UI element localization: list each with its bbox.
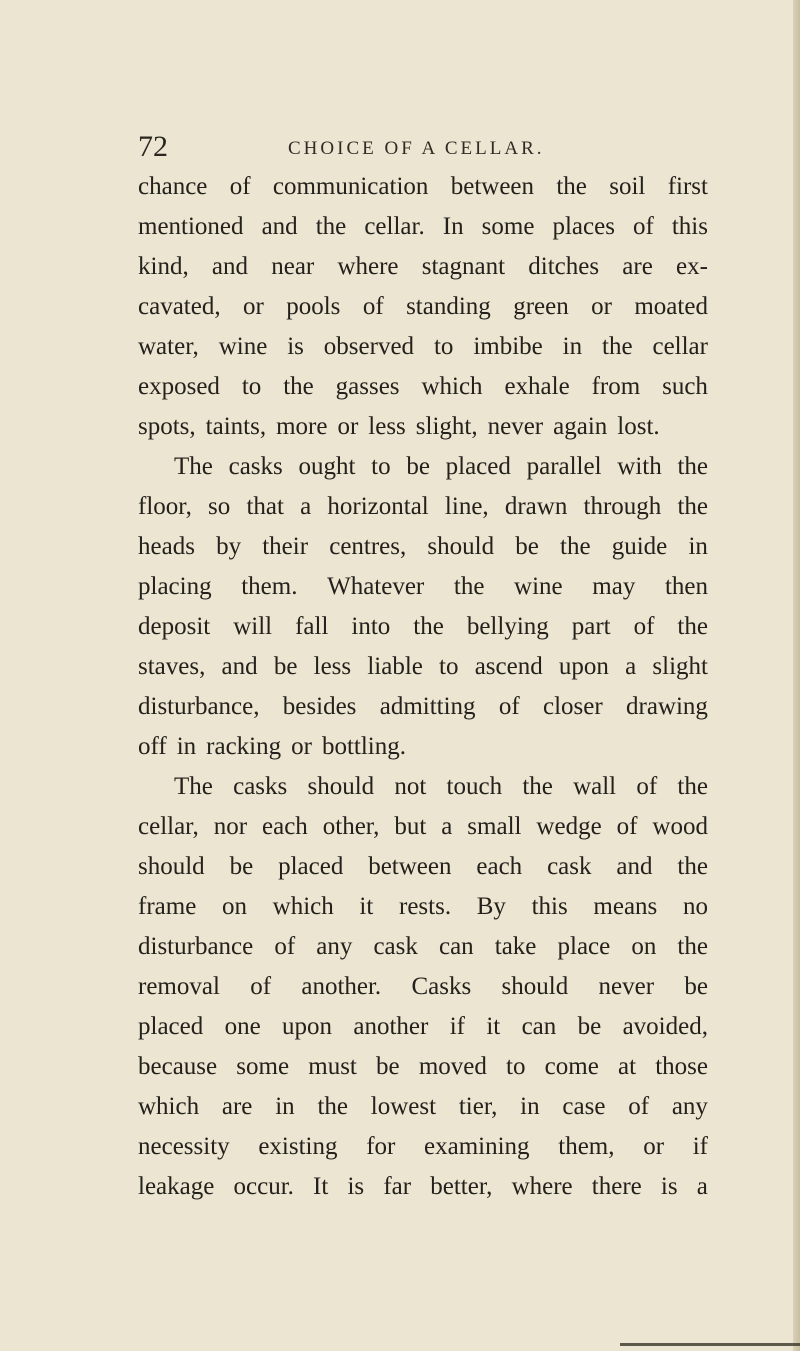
- word: by: [216, 533, 242, 560]
- word: if: [449, 1013, 465, 1040]
- word: standing: [406, 293, 491, 320]
- word: or: [643, 1133, 665, 1160]
- word: observed: [323, 333, 415, 360]
- word: imbibe: [473, 333, 543, 360]
- word: to: [439, 653, 459, 680]
- word: kind,: [138, 253, 189, 280]
- word: first: [667, 173, 708, 200]
- word: bellying: [466, 613, 549, 640]
- text-line: [138, 247, 708, 287]
- word: exhale: [504, 373, 570, 400]
- word: or: [291, 733, 312, 760]
- word: be: [515, 533, 539, 560]
- word: disturbance: [138, 933, 254, 960]
- word: By: [476, 893, 506, 920]
- word: is: [347, 1173, 365, 1200]
- word: come: [544, 1053, 599, 1080]
- word: part: [571, 613, 611, 640]
- word: to: [506, 1053, 526, 1080]
- word: case: [562, 1093, 606, 1120]
- word: to: [241, 373, 262, 400]
- word: a: [300, 493, 312, 520]
- word: cask: [373, 933, 418, 960]
- word: one: [224, 1013, 261, 1040]
- word: or: [591, 293, 612, 320]
- word: in: [176, 733, 197, 760]
- word: which: [421, 373, 483, 400]
- word: leakage: [138, 1173, 215, 1200]
- word: moved: [418, 1053, 487, 1080]
- word: of: [274, 933, 296, 960]
- word: ought: [298, 453, 356, 480]
- word: no: [682, 893, 708, 920]
- word: of: [632, 213, 654, 240]
- word: It: [313, 1173, 329, 1200]
- text-line: [138, 1167, 708, 1207]
- word: far: [383, 1173, 412, 1200]
- word: lowest: [370, 1093, 437, 1120]
- word: is: [660, 1173, 678, 1200]
- word: the: [317, 1093, 348, 1120]
- word: ex-: [676, 253, 708, 280]
- word: each: [262, 813, 308, 840]
- word: nor: [213, 813, 248, 840]
- word: can: [438, 933, 474, 960]
- word: means: [593, 893, 658, 920]
- text-line: [138, 607, 708, 647]
- word: the: [283, 373, 314, 400]
- word: the: [677, 933, 708, 960]
- word: wood: [652, 813, 708, 840]
- word: must: [308, 1053, 357, 1080]
- word: guide: [611, 533, 668, 560]
- text-line: [138, 1047, 708, 1087]
- word: in: [520, 1093, 540, 1120]
- word: from: [591, 373, 641, 400]
- word: at: [617, 1053, 637, 1080]
- word: are: [622, 253, 653, 280]
- word: more: [276, 413, 328, 440]
- word: another: [353, 1013, 429, 1040]
- word: is: [287, 333, 304, 360]
- word: on: [221, 893, 247, 920]
- text-line: [138, 367, 708, 407]
- word: in: [275, 1093, 295, 1120]
- word: examining: [424, 1133, 530, 1160]
- word: floor,: [138, 493, 192, 520]
- word: wall: [573, 773, 617, 800]
- word: avoided,: [622, 1013, 708, 1040]
- word: be: [376, 1053, 400, 1080]
- word: the: [677, 773, 708, 800]
- word: racking: [206, 733, 282, 760]
- word: cellar,: [138, 813, 199, 840]
- word: never: [598, 973, 655, 1000]
- word: of: [498, 693, 520, 720]
- text-line: [138, 327, 708, 367]
- word: where: [511, 1173, 573, 1200]
- word: bottling.: [321, 733, 406, 760]
- word: places: [552, 213, 615, 240]
- word: The: [174, 773, 213, 800]
- word: which: [272, 893, 334, 920]
- word: drawing: [626, 693, 708, 720]
- word: not: [394, 773, 427, 800]
- word: centres,: [329, 533, 407, 560]
- word: placed: [445, 453, 511, 480]
- word: parallel: [526, 453, 602, 480]
- word: then: [664, 573, 708, 600]
- word: less: [313, 653, 352, 680]
- word: because: [138, 1053, 218, 1080]
- word: communication: [272, 173, 429, 200]
- text-line: [138, 167, 708, 207]
- word: occur.: [233, 1173, 294, 1200]
- word: rests.: [399, 893, 452, 920]
- text-line: [138, 887, 708, 927]
- word: another.: [301, 973, 382, 1000]
- word: wine: [218, 333, 268, 360]
- word: line,: [444, 493, 489, 520]
- word: to: [433, 333, 454, 360]
- word: upon: [282, 1013, 333, 1040]
- word: removal: [138, 973, 220, 1000]
- word: tier,: [458, 1093, 498, 1120]
- word: some: [481, 213, 535, 240]
- word: off: [138, 733, 167, 760]
- text-line: [138, 647, 708, 687]
- text-line: [138, 287, 708, 327]
- word: cask: [547, 853, 592, 880]
- word: of: [229, 173, 251, 200]
- word: better,: [430, 1173, 493, 1200]
- text-line: [138, 727, 708, 767]
- word: the: [677, 613, 708, 640]
- word: for: [366, 1133, 396, 1160]
- word: ascend: [474, 653, 543, 680]
- word: between: [450, 173, 535, 200]
- word: be: [406, 453, 430, 480]
- word: In: [442, 213, 464, 240]
- word: soil: [609, 173, 646, 200]
- word: to: [371, 453, 391, 480]
- page-number: 72: [138, 130, 168, 163]
- text-line: [138, 1087, 708, 1127]
- word: a: [696, 1173, 708, 1200]
- text-line: [138, 207, 708, 247]
- word: each: [476, 853, 523, 880]
- word: again: [553, 413, 608, 440]
- word: placed: [278, 853, 344, 880]
- word: closer: [543, 693, 603, 720]
- word: the: [413, 613, 444, 640]
- word: green: [513, 293, 569, 320]
- word: the: [677, 853, 708, 880]
- word: existing: [258, 1133, 338, 1160]
- word: Whatever: [327, 573, 425, 600]
- text-line: [138, 1007, 708, 1047]
- word: the: [556, 173, 587, 200]
- word: them.: [241, 573, 298, 600]
- word: should: [501, 973, 569, 1000]
- word: a: [441, 813, 453, 840]
- word: mentioned: [138, 213, 244, 240]
- text-line: [138, 967, 708, 1007]
- body-text: [138, 167, 708, 1207]
- word: which: [138, 1093, 200, 1120]
- word: necessity: [138, 1133, 230, 1160]
- word: where: [337, 253, 399, 280]
- word: stagnant: [421, 253, 506, 280]
- word: should: [427, 533, 495, 560]
- word: there: [591, 1173, 642, 1200]
- word: of: [628, 1093, 650, 1120]
- word: ditches: [528, 253, 600, 280]
- word: this: [531, 893, 568, 920]
- word: taints,: [205, 413, 267, 440]
- word: moated: [634, 293, 708, 320]
- word: slight: [652, 653, 708, 680]
- word: admitting: [379, 693, 476, 720]
- text-line: [138, 567, 708, 607]
- word: and: [616, 853, 653, 880]
- word: spots,: [138, 413, 196, 440]
- word: and: [221, 653, 258, 680]
- word: Casks: [411, 973, 472, 1000]
- text-line: [138, 527, 708, 567]
- word: those: [655, 1053, 708, 1080]
- word: disturbance,: [138, 693, 260, 720]
- text-line: [138, 927, 708, 967]
- text-line: [138, 807, 708, 847]
- word: cavated,: [138, 293, 221, 320]
- word: are: [221, 1093, 253, 1120]
- page-edge: [793, 0, 800, 1351]
- word: frame: [138, 893, 197, 920]
- word: small: [467, 813, 522, 840]
- word: that: [246, 493, 284, 520]
- word: wine: [514, 573, 563, 600]
- word: horizontal: [327, 493, 429, 520]
- word: never: [487, 413, 544, 440]
- word: of: [616, 813, 638, 840]
- word: cellar.: [364, 213, 425, 240]
- word: touch: [446, 773, 503, 800]
- text-line: [138, 407, 708, 447]
- word: near: [271, 253, 315, 280]
- word: their: [262, 533, 309, 560]
- word: take: [494, 933, 537, 960]
- word: of: [633, 613, 655, 640]
- word: the: [677, 453, 708, 480]
- word: between: [368, 853, 452, 880]
- word: this: [671, 213, 708, 240]
- word: any: [671, 1093, 708, 1120]
- word: cellar: [652, 333, 708, 360]
- word: should: [138, 853, 205, 880]
- text-line: [138, 687, 708, 727]
- word: should: [307, 773, 375, 800]
- word: and: [261, 213, 298, 240]
- word: the: [560, 533, 591, 560]
- running-head: [138, 132, 738, 166]
- word: such: [662, 373, 708, 400]
- word: besides: [282, 693, 357, 720]
- word: the: [453, 573, 485, 600]
- word: with: [617, 453, 662, 480]
- text-line: [138, 447, 708, 487]
- word: lost.: [617, 413, 660, 440]
- word: fall: [295, 613, 329, 640]
- word: other,: [322, 813, 380, 840]
- word: in: [688, 533, 708, 560]
- word: of: [250, 973, 272, 1000]
- word: gasses: [335, 373, 400, 400]
- word: a: [625, 653, 637, 680]
- word: will: [233, 613, 273, 640]
- word: wedge: [536, 813, 602, 840]
- bottom-rule: [620, 1343, 800, 1346]
- text-line: [138, 767, 708, 807]
- word: the: [315, 213, 347, 240]
- word: of: [636, 773, 658, 800]
- word: be: [684, 973, 708, 1000]
- word: it: [486, 1013, 501, 1040]
- word: placed: [138, 1013, 204, 1040]
- word: placing: [138, 573, 212, 600]
- word: deposit: [138, 613, 211, 640]
- word: be: [273, 653, 298, 680]
- word: through: [583, 493, 662, 520]
- word: upon: [558, 653, 609, 680]
- word: it: [359, 893, 374, 920]
- word: of: [362, 293, 384, 320]
- word: in: [562, 333, 583, 360]
- text-line: [138, 487, 708, 527]
- word: on: [631, 933, 657, 960]
- word: or: [243, 293, 264, 320]
- word: liable: [367, 653, 423, 680]
- word: but: [394, 813, 427, 840]
- word: any: [316, 933, 353, 960]
- word: into: [351, 613, 391, 640]
- word: be: [577, 1013, 602, 1040]
- word: The: [174, 453, 213, 480]
- word: some: [236, 1053, 290, 1080]
- word: can: [521, 1013, 557, 1040]
- word: the: [522, 773, 553, 800]
- word: heads: [138, 533, 195, 560]
- word: be: [229, 853, 254, 880]
- word: slight,: [415, 413, 478, 440]
- word: pools: [286, 293, 341, 320]
- word: the: [677, 493, 708, 520]
- word: the: [602, 333, 633, 360]
- word: may: [592, 573, 636, 600]
- running-title: CHOICE OF A CELLAR.: [288, 138, 545, 159]
- word: drawn: [504, 493, 568, 520]
- word: if: [692, 1133, 708, 1160]
- word: them,: [558, 1133, 615, 1160]
- word: chance: [138, 173, 208, 200]
- word: or: [337, 413, 359, 440]
- word: water,: [138, 333, 199, 360]
- text-line: [138, 847, 708, 887]
- word: casks: [233, 773, 288, 800]
- word: so: [208, 493, 231, 520]
- text-line: [138, 1127, 708, 1167]
- word: less: [368, 413, 406, 440]
- word: staves,: [138, 653, 206, 680]
- word: place: [557, 933, 611, 960]
- word: and: [211, 253, 249, 280]
- word: exposed: [138, 373, 220, 400]
- word: casks: [228, 453, 283, 480]
